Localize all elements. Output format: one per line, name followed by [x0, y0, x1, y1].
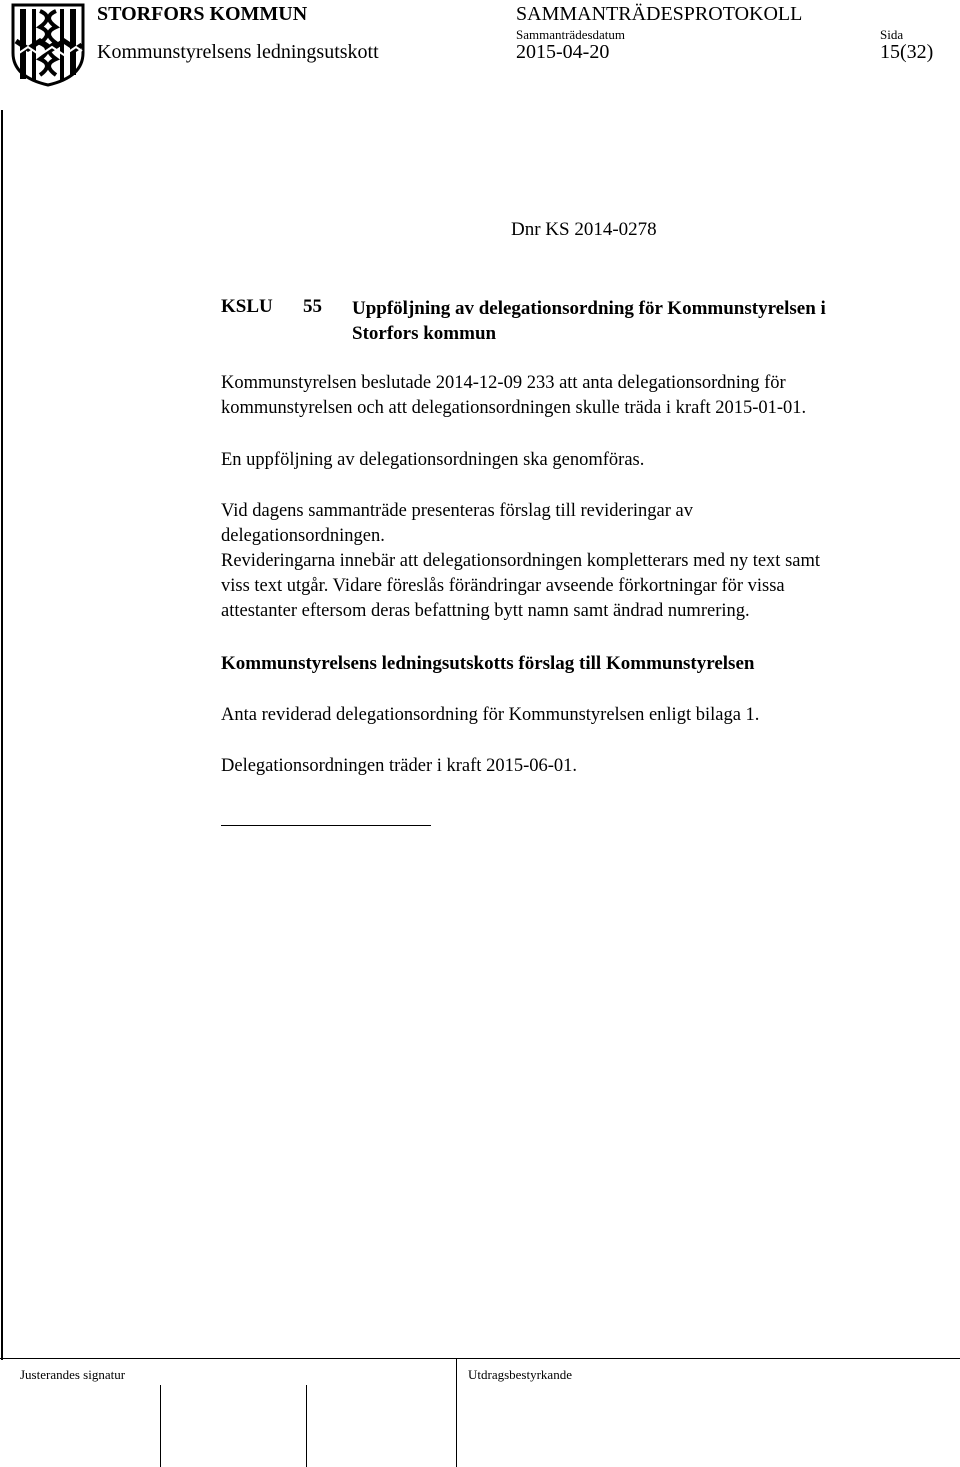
page-label: Sida [880, 27, 904, 42]
document-number: Dnr KS 2014-0278 [511, 219, 657, 240]
text-line: delegationsordningen. [221, 526, 385, 546]
section-id: KSLU [221, 296, 273, 317]
page-number: 15(32) [880, 41, 934, 63]
proposal-text-1 [221, 703, 759, 728]
footer-top-rule [0, 1358, 960, 1359]
section-number: 55 [303, 296, 322, 317]
text-line: Anta reviderad delegationsordning för Kommunstyrelsen enligt bilaga 1. [221, 705, 760, 725]
municipality-name: STORFORS KOMMUN [97, 3, 308, 25]
document-type: SAMMANTRÄDESPROTOKOLL [516, 3, 803, 25]
meeting-date: 2015-04-20 [516, 41, 610, 63]
section-title-line: Storfors kommun [352, 323, 497, 344]
committee-name: Kommunstyrelsens ledningsutskott [97, 41, 379, 63]
text-line: Revideringarna innebär att delegationsordningen kompletterars med ny text samt [221, 551, 821, 571]
date-label: Sammanträdesdatum [516, 27, 626, 42]
signature-box-divider [306, 1385, 307, 1467]
paragraph-decision [221, 371, 806, 421]
text-line: Vid dagens sammanträde presenteras förslag till revideringar av [221, 501, 694, 521]
closing-line [221, 825, 431, 826]
proposal-heading: Kommunstyrelsens ledningsutskotts förslag till Kommunstyrelsen [221, 653, 755, 674]
signature-label: Justerandes signatur [20, 1367, 126, 1382]
paragraph-follow-up [221, 448, 644, 473]
paragraph-revisions [221, 499, 820, 624]
proposal-text-2 [221, 754, 577, 779]
text-line: En uppföljning av delegationsordningen ska genomföras. [221, 450, 645, 470]
section-title [352, 296, 826, 346]
section-title-line: Uppföljning av delegationsordning för Kommunstyrelsen i [352, 298, 826, 319]
text-line: viss text utgår. Vidare föreslås förändringar avseende förkortningar för vissa [221, 576, 785, 596]
municipal-coat-of-arms-icon [10, 3, 86, 87]
text-line: Delegationsordningen träder i kraft 2015-06-01. [221, 756, 578, 776]
text-line: attestanter eftersom deras befattning bytt namn samt ändrad numrering. [221, 601, 750, 621]
text-line: Kommunstyrelsen beslutade 2014-12-09 233 att anta delegationsordning för [221, 373, 786, 393]
text-line: kommunstyrelsen och att delegationsordningen skulle träda i kraft 2015-01-01. [221, 398, 807, 418]
signature-box-divider [160, 1385, 161, 1467]
signature-box-divider [456, 1358, 457, 1467]
left-margin-rule [1, 110, 3, 1360]
extract-label: Utdragsbestyrkande [468, 1367, 572, 1382]
